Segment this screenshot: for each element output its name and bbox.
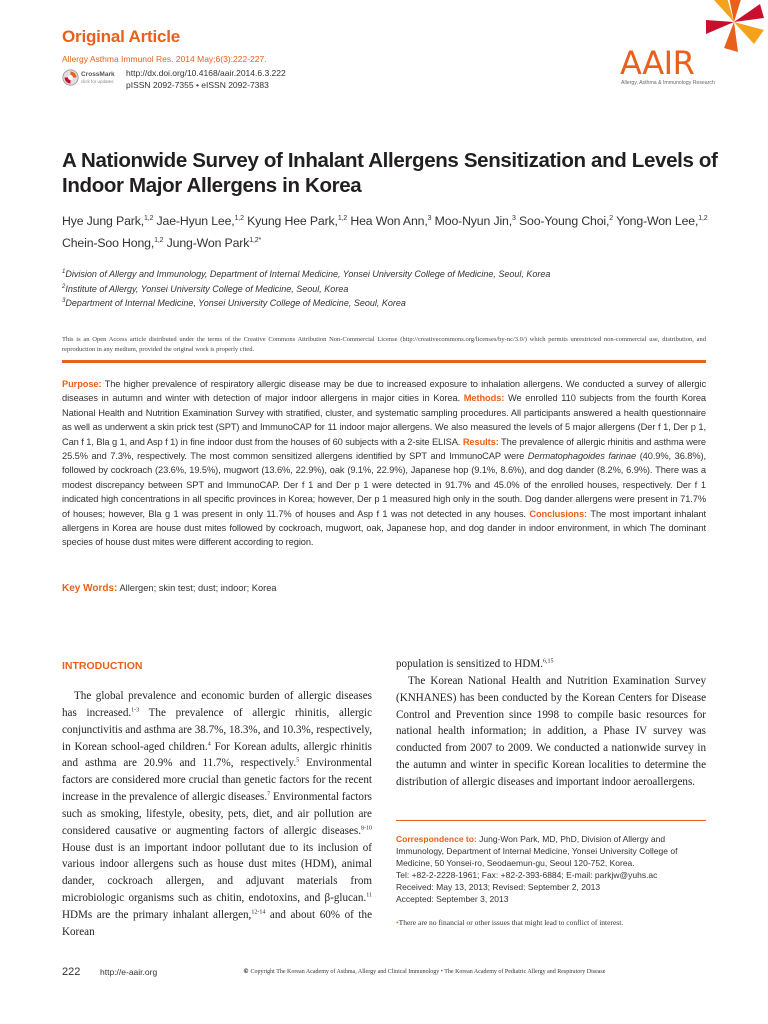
accepted-date: Accepted: September 3, 2013	[396, 894, 509, 905]
copyright-text: Copyright The Korean Academy of Asthma, Allergy and Clinical Immunology • The Korean Academy of Pediatric Allergy and Respiratory Disease	[250, 969, 606, 975]
affiliation	[62, 281, 722, 296]
affiliation	[62, 266, 722, 281]
intro-column-2	[396, 656, 706, 791]
purpose-text: The higher prevalence of respiratory allergic disease may be due to increased exposure to inhalation allergens. We conducted a survey of allergic diseases in autumn and winter with detection of major indoor allergens in major cities in Korea.	[62, 379, 706, 404]
body-text: Environmental factors such as smoking, lifestyle, obesity, pets, diet, and air pollution are considered causative or augmenting factors of allergic diseases.	[62, 791, 372, 837]
citation-sup: 7	[267, 791, 271, 798]
correspondence	[396, 833, 706, 906]
journal-site-link[interactable]: http://e-aair.org	[100, 967, 158, 977]
body-text: HDMs are the primary inhalant allergen,	[62, 908, 252, 921]
conflict-of-interest	[396, 918, 706, 927]
body-text: population is sensitized to HDM.	[396, 658, 543, 670]
citation-sup: 11	[366, 892, 372, 899]
author-affil-sup: 3	[511, 215, 516, 222]
author-affil-sup: 3	[427, 215, 432, 222]
coi-text: There are no financial or other issues that might lead to conflict of interest.	[398, 918, 624, 927]
author-affil-sup: 1,2	[143, 215, 154, 222]
citation-sup: 12-14	[251, 909, 266, 916]
body-text: and about 60% of the Korean	[62, 908, 372, 938]
author: Moo-Nyun Jin,	[431, 214, 512, 229]
author-line-2	[62, 231, 722, 253]
methods-label: Methods:	[463, 393, 505, 404]
crossmark-label: CrossMark	[81, 71, 115, 78]
author-affil-sup: 1,2	[154, 237, 164, 245]
body-text: For Korean adults, allergic rhinitis and asthma are 20.9% and 11.7%, respectively.	[62, 740, 372, 770]
article-title: A Nationwide Survey of Inhalant Allergens Sensitization and Levels of Indoor Major Allergens in Korea	[62, 149, 718, 197]
author: Chein-Soo Hong,	[62, 236, 155, 251]
correspondence-contact: Tel: +82-2-2228-1961; Fax: +82-2-393-6884; E-mail: parkjw@yuhs.ac	[396, 870, 658, 881]
affiliation	[62, 295, 722, 310]
affiliation-text: Division of Allergy and Immunology, Department of Internal Medicine, Yonsei University College of Medicine, Seoul, Korea	[65, 269, 551, 279]
keywords-label: Key Words:	[62, 583, 118, 594]
author-affil-sup: 1,2	[234, 215, 244, 222]
abstract	[62, 377, 706, 550]
aair-logo-subtitle: Allergy, Asthma & Immunology Research	[621, 80, 715, 86]
results-text: The prevalence of allergic rhinitis and asthma were 25.5% and 7.3%, respectively. The most common sensitized allergens identified by SPT and ImmunoCAP were	[62, 436, 706, 462]
license-notice: This is an Open Access article distributed under the terms of the Creative Commons Attribution Non-Commercial License (http://creativecommons.org/licenses/by-nc/3.0/) which permits unrestricted non-commercial use, distribution, and reproduction in any medium, provided the original work is properly cited.	[62, 336, 706, 353]
citation-sup: 4	[207, 740, 211, 747]
citation-sup: 8-10	[361, 825, 372, 832]
author: Yong-Won Lee,	[613, 214, 699, 229]
author: Jae-Hyun Lee,	[153, 214, 235, 229]
body-text: House dust is an important indoor pollutant due to its inclusion of various indoor allergens such as house dust mites (HDM), animal dander, cockroach allergen, and adjuvant materials from microbiologic organisms such as chitin, endotoxins, and β-glucan.	[62, 841, 372, 905]
citation: Allergy Asthma Immunol Res. 2014 May;6(3):222-227.	[62, 54, 267, 64]
author-affil-sup: 1,2	[698, 215, 708, 222]
correspondence-label: Correspondence to:	[396, 834, 477, 844]
purpose-label: Purpose:	[62, 379, 102, 389]
aair-logo-text: AAIR	[620, 44, 695, 82]
keywords-text: Allergen; skin test; dust; indoor; Korea	[117, 583, 277, 593]
page-number: 222	[62, 966, 81, 978]
author: Soo-Young Choi,	[515, 214, 610, 229]
body-text: Environmental factors are considered more crucial than genetic factors for the recent increase in the prevalence of allergic diseases.	[62, 757, 373, 804]
affiliation-sup: 3	[62, 298, 66, 304]
body-text: The prevalence of allergic rhinitis, allergic conjunctivitis and asthma are 38.7%, 18.3%, and 10.3%, respectively, in Korean school-aged children.	[62, 706, 373, 753]
divider	[396, 820, 706, 821]
affiliations	[62, 266, 722, 310]
intro-column-1	[62, 688, 372, 941]
received-date: Received: May 13, 2013; Revised: September 2, 2013	[396, 882, 601, 893]
citation-sup: 1-3	[131, 707, 140, 714]
bullet-icon: •	[396, 918, 399, 927]
affiliation-text: Institute of Allergy, Yonsei University College of Medicine, Seoul, Korea	[65, 283, 349, 294]
affiliation-sup: 2	[62, 283, 66, 290]
results-text-cont: (40.9%, 36.8%), followed by cockroach (23.6%, 19.5%), mugwort (13.6%, 22.9%), oak (9.1%, 22.9%), Japanese hop (9.1%, 8.6%), and dog dander (8.2%, 6.9%). There was a modest discrepancy between SPT and ImmunoCAP. Der f 1 and Der p 1 were detected in 91.7% and 45.0% of the enrolled houses, respectively. Der f 1 indicated high concentrations in all specific provinces in Korea; however, Der p 1 measured high only in the south. Dog dander allergens were present in 71.7% of houses; however, Bla g 1 was present in only 11.7% of houses and Asp f 1 was not detected in any houses.	[62, 451, 706, 519]
section-heading-introduction: INTRODUCTION	[62, 660, 143, 672]
crossmark-icon	[62, 69, 79, 86]
copyright-icon: ©	[243, 968, 249, 975]
methods-text: We enrolled 110 subjects from the fourth Korea National Health and Nutrition Examination Survey with stratified, cluster, and systematic sampling procedures. All participants answered a health questionnaire as well as underwent a skin prick test (SPT) and ImmunoCAP for 11 indoor major allergens. We also measured the levels of 5 major allergens (Der f 1, Der p 1, Can f 1, Bla g 1, and Asp f 1) in fine indoor dust from the houses of 60 subjects with a 2-site ELISA.	[62, 393, 706, 447]
affiliation-sup: 1	[62, 269, 66, 275]
article-type: Original Article	[62, 27, 181, 46]
author-affil-sup: 1,2*	[249, 237, 262, 245]
author: Jung-Won Park	[163, 236, 250, 251]
author-list	[62, 209, 722, 253]
keywords	[62, 583, 706, 594]
paragraph: The Korean National Health and Nutrition Examination Survey (KNHANES) has been conducted by the Korean Centers for Disease Control and Prevention since 1998 to compile basic resources for national health information; in addition, a Phase IV survey was conducted from 2007 to 2009. We conducted a nationwide survey in the autumn and winter in specific Korean localities to determine the distribution of allergic diseases and important indoor aeroallergens.	[396, 674, 706, 788]
affiliation-text: Department of Internal Medicine, Yonsei University College of Medicine, Seoul, Korea	[65, 298, 406, 308]
author-affil-sup: 2	[609, 215, 614, 222]
author-affil-sup: 1,2	[337, 215, 348, 222]
divider	[62, 360, 706, 363]
conclusions-text: The most important inhalant allergens in Korea are house dust mites followed by cockroach, mugwort, oak, Japanese hop, and dog dander in indoor environment, in which The dominant species of house dust mites were different according to region.	[62, 508, 706, 548]
author: Hea Won Ann,	[347, 214, 428, 229]
citation-sup: 5	[296, 757, 300, 764]
doi-link[interactable]: http://dx.doi.org/10.4168/aair.2014.6.3.222	[126, 68, 286, 78]
author: Hye Jung Park,	[62, 214, 144, 229]
results-species: Dermatophagoides farinae	[527, 451, 637, 462]
citation-sup: 6,15	[542, 658, 554, 665]
results-label: Results:	[462, 436, 499, 447]
correspondence-address	[396, 833, 706, 869]
crossmark-sub: click for updates	[81, 79, 114, 84]
correspondence-text: Jung-Won Park, MD, PhD, Division of Allergy and Immunology, Department of Internal Medicine, Yonsei University College of Medicine, 50 Yonsei-ro, Seodaemun-gu, Seoul 120-752, Korea.	[396, 834, 678, 869]
author-line-1	[62, 209, 722, 231]
body-text: The global prevalence and economic burden of allergic diseases has increased.	[62, 690, 372, 719]
author: Kyung Hee Park,	[243, 214, 338, 229]
copyright	[243, 968, 605, 975]
conclusions-label: Conclusions:	[529, 508, 588, 519]
paragraph-continuation	[396, 656, 706, 673]
issn: pISSN 2092-7355 • eISSN 2092-7383	[126, 80, 269, 90]
crossmark-badge[interactable]	[62, 67, 120, 89]
